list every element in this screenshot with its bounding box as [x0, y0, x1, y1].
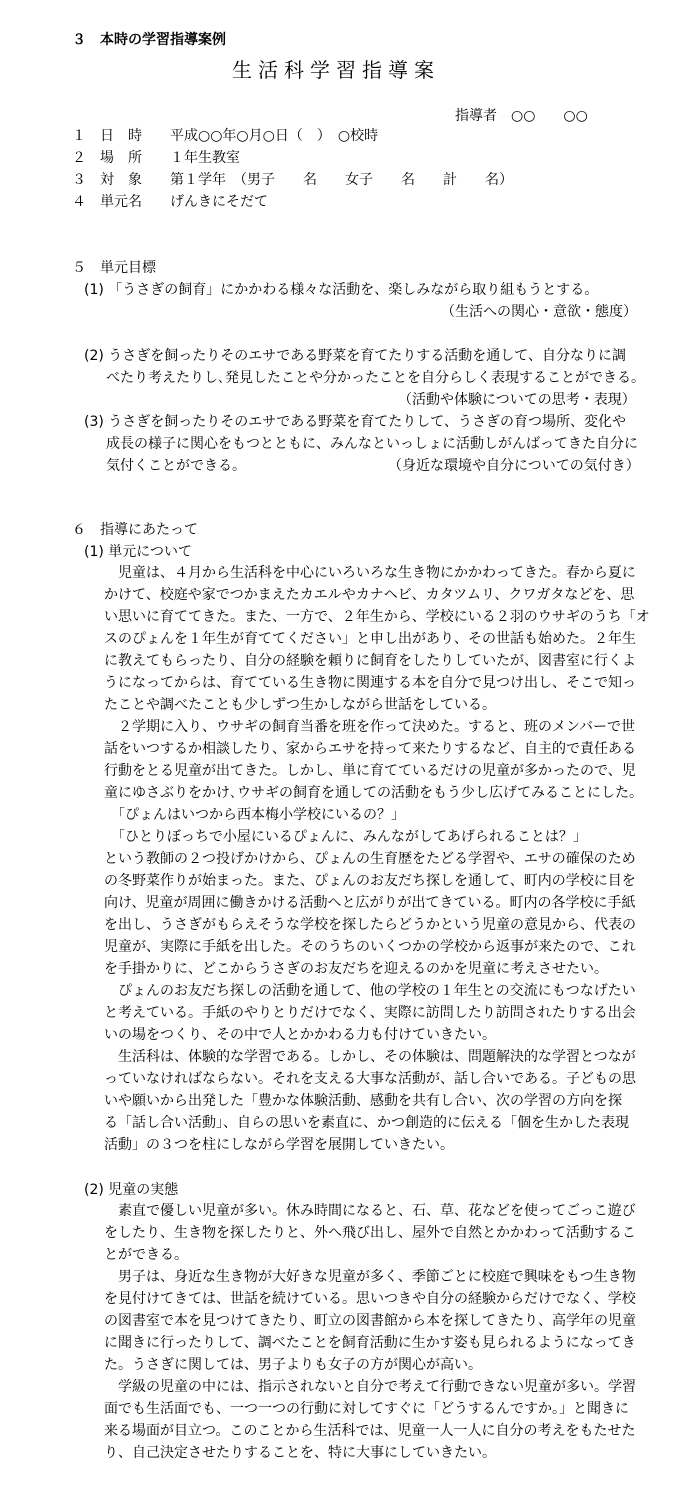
instructor-line: 指導者 ○○ ○○: [455, 108, 588, 124]
paragraph-line: 活動」の３つを柱にしながら学習を展開していきたい。: [104, 1137, 454, 1153]
paragraph-line: うになってからは、育てている生き物に関連する本を自分で見つけ出し、そこで知っ: [104, 675, 636, 691]
guidance-heading: ６ 指導にあたって: [72, 522, 198, 538]
paragraph-line: と考えている。手紙のやりとりだけでなく、実際に訪問したり訪問されたりする出会: [104, 1005, 636, 1021]
paragraph-line: の冬野菜作りが始まった。また、ぴょんのお友だち探しを通して、町内の学校に目を: [104, 873, 636, 889]
paragraph-line: 面でも生活面でも、一つ一つの行動に対してすぐに「どうするんですか。」と聞きに: [104, 1401, 629, 1417]
paragraph-line: る「話し合い活動」、自らの思いを素直に、かつ創造的に伝える「個を生かした表現: [104, 1115, 629, 1131]
goal-2-line-2: べたり考えたりし､発見したことや分かったことを自分らしく表現することができる。: [106, 370, 645, 386]
goal-3-line-2: 成長の様子に関心をもつとともに、みんなといっしょに活動しがんばってきた自分に: [106, 436, 638, 452]
paragraph-line: とができる。: [104, 1247, 188, 1263]
info-date: １ 日 時 平成○○年○月○日（ ） ○校時: [72, 128, 379, 144]
info-unit: ４ 単元名 げんきにそだて: [72, 194, 268, 210]
goal-1: (1) 「うさぎの飼育」にかかわる様々な活動を、楽しみながら取り組もうとする。: [84, 282, 599, 298]
paragraph-line: を見付けてきては、世話を続けている。思いつきや自分の経験からだけでなく、学校: [104, 1291, 636, 1307]
goals-heading: ５ 単元目標: [72, 260, 156, 276]
paragraph-line: に教えてもらったり、自分の経験を頼りに飼育をしたりしていたが、図書室に行くよ: [104, 653, 636, 669]
paragraph-line: スのぴょんを１年生が育ててください」と申し出があり、その世話も始めた。２年生: [104, 631, 636, 647]
paragraph-line: ２学期に入り、ウサギの飼育当番を班を作って決めた。すると、班のメンバーで世: [104, 719, 636, 735]
paragraph-line: ぴょんのお友だち探しの活動を通して、他の学校の１年生との交流にもつなげたい: [104, 983, 636, 999]
children-state-body: [104, 1200, 636, 1464]
paragraph-line: 来る場面が目立つ。このことから生活科では、児童一人一人に自分の考えをもたせた: [104, 1423, 636, 1439]
goal-3-tag: （身近な環境や自分についての気付き）: [388, 458, 640, 474]
paragraph-line: をしたり、生き物を探したりと、外へ飛び出し、屋外で自然とかかわって活動するこ: [104, 1225, 636, 1241]
paragraph-line: かけて、校庭や家でつかまえたカエルやカナヘビ、カタツムリ、クワガタなどを、思: [104, 587, 635, 603]
paragraph-line: を出し、うさぎがもらえそうな学校を探したらどうかという児童の意見から、代表の: [104, 917, 636, 933]
paragraph-line: 生活科は、体験的な学習である。しかし、その体験は、問題解決的な学習とつなが: [104, 1049, 636, 1065]
paragraph-line: り、自己決定させたりすることを、特に大事にしていきたい。: [104, 1445, 496, 1461]
paragraph-line: に聞きに行ったりして、調べたことを飼育活動に生かす姿も見られるようになってき: [104, 1335, 636, 1351]
paragraph-line: 童にゆさぶりをかけ､ウサギの飼育を通しての活動をもう少し広げてみることにした。: [104, 785, 643, 801]
paragraph-line: 男子は、身近な生き物が大好きな児童が多く、季節ごとに校庭で興味をもつ生き物: [104, 1269, 636, 1285]
goal-3-line-3: 気付くことができる。: [106, 458, 246, 474]
goal-3-line-1: (3) うさぎを飼ったりそのエサである野菜を育てたりして、うさぎの育つ場所、変化や: [84, 414, 626, 430]
info-target: ３ 対 象 第１学年 （男子 名 女子 名 計 名）: [72, 172, 513, 188]
paragraph-line: 話をいつするか相談したり、家からエサを持って来たりするなど、自主的で責任ある: [104, 741, 636, 757]
paragraph-line: 学級の児童の中には、指示されないと自分で考えて行動できない児童が多い。学習: [104, 1379, 636, 1395]
section-heading: ３ 本時の学習指導案例: [72, 32, 226, 48]
paragraph-line: の図書室で本を見つけてきたり、町立の図書館から本を探してきたり、高学年の児童: [104, 1313, 636, 1329]
unit-about-body: [104, 562, 650, 1156]
paragraph-line: という教師の２つ投げかけから、ぴょんの生育歴をたどる学習や、エサの確保のため: [104, 851, 636, 867]
paragraph-line: たことや調べたことも少しずつ生かしながら世話をしている。: [104, 697, 496, 713]
paragraph-line: 「ぴょんはいつから西本梅小学校にいるの？」: [104, 807, 405, 823]
goal-2-line-1: (2) うさぎを飼ったりそのエサである野菜を育てたりする活動を通して、自分なりに調: [84, 348, 626, 364]
paragraph-line: を手掛かりに、どこからうさぎのお友だちを迎えるのかを児童に考えさせたい。: [104, 961, 608, 977]
paragraph-line: 児童が、実際に手紙を出した。そのうちのいくつかの学校から返事が来たので、これ: [104, 939, 636, 955]
paragraph-line: た。うさぎに関しては、男子よりも女子の方が関心が高い。: [104, 1357, 482, 1373]
children-state-heading: (2) 児童の実態: [84, 1182, 179, 1198]
paragraph-line: いや願いから出発した「豊かな体験活動、感動を共有し合い、次の学習の方向を探: [104, 1093, 622, 1109]
paragraph-line: 素直で優しい児童が多い。休み時間になると、石、草、花などを使ってごっこ遊び: [104, 1203, 636, 1219]
goal-1-tag: （生活への関心・意欲・態度）: [441, 304, 637, 320]
paragraph-line: 向け、児童が周囲に働きかける活動へと広がりが出てきている。町内の各学校に手紙: [104, 895, 636, 911]
paragraph-line: 「ひとりぼっちで小屋にいるぴょんに、みんながしてあげられることは？」: [104, 829, 587, 845]
paragraph-line: 児童は、４月から生活科を中心にいろいろな生き物にかかわってきた。春から夏に: [104, 565, 636, 581]
paragraph-line: いの場をつくり、その中で人とかかわる力も付けていきたい。: [104, 1027, 496, 1043]
info-place: ２ 場 所 １年生教室: [72, 150, 240, 166]
paragraph-line: っていなければならない。それを支える大事な活動が、話し合いである。子どもの思: [104, 1071, 636, 1087]
paragraph-line: い思いに育ててきた。また、一方で、２年生から、学校にいる２羽のウサギのうち「オ: [104, 609, 650, 625]
unit-about-heading: (1) 単元について: [84, 544, 193, 560]
page-title: 生活科学習指導案: [232, 58, 440, 82]
paragraph-line: 行動をとる児童が出てきた。しかし、単に育てているだけの児童が多かったので、児: [104, 763, 636, 779]
goal-2-tag: （活動や体験についての思考・表現）: [398, 392, 636, 408]
